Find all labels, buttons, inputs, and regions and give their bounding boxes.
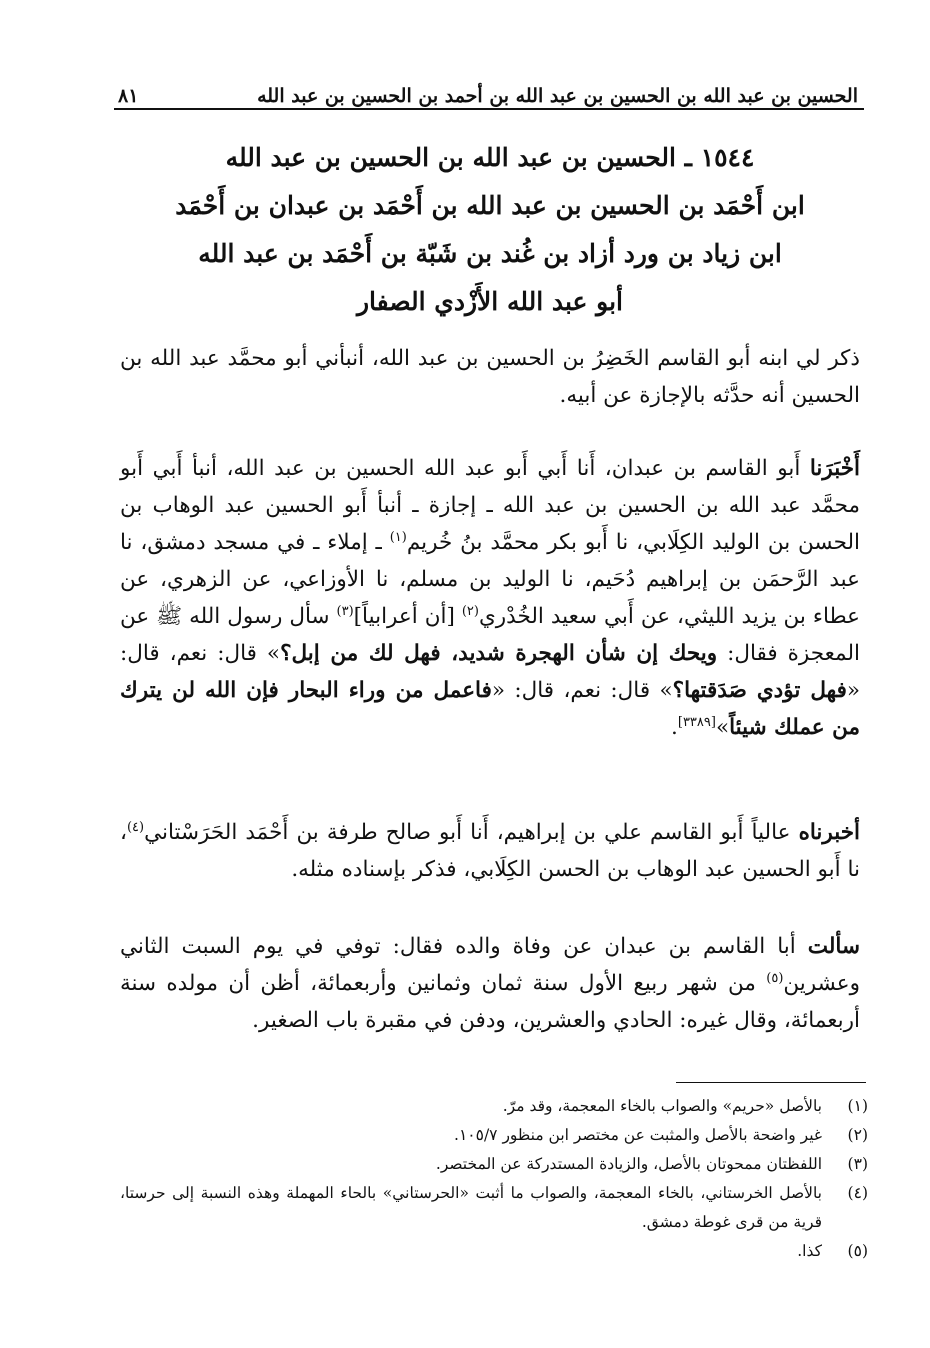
footnote-number: (٢) — [847, 1126, 868, 1144]
reference-number: [٣٣٨٩] — [677, 714, 716, 730]
footnote — [120, 1179, 868, 1237]
paragraph-text: . — [671, 715, 678, 740]
entry-title-line: ١٥٤٤ ـ الحسين بن عبد الله بن الحسين بن عبد الله — [225, 143, 755, 172]
footnote-number: (٥) — [847, 1242, 868, 1260]
hadith-quote: فهل تؤدي صَدَقتها؟ — [672, 678, 847, 703]
page-number: ٨١ — [118, 85, 139, 108]
footnote-text: غير واضحة بالأصل والمثبت عن مختصر ابن منظور ١٠٥/٧. — [454, 1126, 822, 1144]
paragraph-text: ذكر لي ابنه أبو القاسم الخَضِرُ بن الحسين بن عبد الله، أنبأني أبو محمَّد عبد الله بن الحسين أنه حدَّثه بالإجازة عن أبيه. — [120, 346, 860, 408]
hadith-quote: ويحك إن شأن الهجرة شديد، فهل لك من إبل؟ — [280, 641, 718, 666]
footnote — [120, 1150, 868, 1179]
paragraph-lead: أَخْبَرَنا — [809, 456, 860, 481]
footnote-number: (٣) — [847, 1155, 868, 1173]
footnote-marker: (٤) — [126, 819, 145, 835]
paragraph-3 — [120, 814, 860, 888]
header-rule — [114, 108, 864, 110]
footnote-marker: (٥) — [766, 970, 784, 986]
paragraph-text: » قال: نعم، قال: « — [120, 641, 861, 703]
entry-title-line: ابن أَحْمَد بن الحسين بن عبد الله بن أَحْمَد بن عبدان بن أَحْمَد — [175, 191, 805, 220]
running-head — [118, 72, 858, 108]
footnote-marker: (١) — [389, 529, 407, 545]
paragraph-1 — [120, 340, 860, 414]
paragraph-text: سأل رسول الله ﷺ عن المعجزة فقال: — [120, 604, 860, 666]
footnote — [120, 1121, 868, 1150]
footnote-text: بالأصل الخرستاني، بالخاء المعجمة، والصواب ما أثبت «الحرستاني» بالحاء المهملة وهذه النسبة إلى حرستا، قرية من قرى غوطة دمشق. — [120, 1184, 822, 1231]
paragraph-4 — [120, 928, 860, 1039]
hadith-quote: فاعمل من وراء البحار فإن الله لن يترك من عملك شيئاً — [120, 678, 860, 740]
footnote-number: (١) — [847, 1097, 868, 1115]
paragraph-text: [أن أعرابياً] — [353, 604, 462, 629]
paragraph-text: أبا القاسم بن عبدان عن وفاة والده فقال: توفي في يوم السبت الثاني وعشرين — [120, 934, 860, 996]
paragraph-text: » قال: نعم، قال: « — [491, 678, 673, 703]
paragraph-text: ـ إملاء ـ في مسجد دمشق، نا عبد الرَّحمَن بن إبراهيم دُحَيم، نا الوليد بن مسلم، نا الأوزاعي، عن الزهري، عن عطاء بن يزيد الليثي، عن أَبي سعيد الخُدْري — [120, 530, 860, 629]
entry-title-line: أبو عبد الله الأَزْدي الصفار — [356, 287, 623, 316]
paragraph-text: ، نا أَبو الحسين عبد الوهاب بن الحسن الكِلَابي، فذكر بإسناده مثله. — [120, 820, 860, 882]
paragraph-lead: أخبرناه — [798, 820, 860, 845]
paragraph-2 — [120, 450, 860, 746]
footnote-text: اللفظتان ممحوتان بالأصل، والزيادة المستدركة عن المختصر. — [435, 1155, 822, 1173]
paragraph-lead: سألت — [807, 934, 860, 959]
footnote — [120, 1092, 868, 1121]
entry-title — [120, 134, 860, 326]
entry-title-line: ابن زياد بن ورد أزاد بن غُند بن شَبّة بن أَحْمَد بن عبد الله — [198, 239, 782, 268]
paragraph-text: » — [715, 715, 730, 740]
footnote-marker: (٢) — [461, 603, 479, 619]
paragraph-text: من شهر ربيع الأول سنة ثمان وثمانين وأربعمائة، أظن أن مولده سنة أربعمائة، وقال غيره: الحادي والعشرين، ودفن في مقبرة باب الصغير. — [120, 971, 860, 1033]
footnote — [120, 1237, 868, 1266]
running-head-title: الحسين بن عبد الله بن الحسين بن عبد الله بن أحمد بن الحسين بن عبد الله — [257, 85, 858, 108]
footnote-marker: (٣) — [336, 603, 354, 619]
footnote-rule — [676, 1082, 866, 1083]
footnote-text: كذا. — [797, 1242, 822, 1260]
footnote-number: (٤) — [847, 1184, 868, 1202]
footnotes — [120, 1092, 868, 1266]
paragraph-text: عالياً أَبو القاسم علي بن إبراهيم، أَنا أَبو صالح طرفة بن أَحْمَد الحَرَسْتاني — [144, 820, 799, 845]
footnote-text: بالأصل «حريم» والصواب بالخاء المعجمة، وقد مرّ. — [502, 1097, 822, 1115]
paragraph-text: أَبو القاسم بن عبدان، أَنا أَبي أَبو عبد الله الحسين بن عبد الله، أنبأ أَبي أَبو محمَّد عبد الله بن الحسين بن عبد الله ـ إجازة ـ أنبأ أَبو الحسين عبد الوهاب بن الحسن بن الوليد الكِلَابي، نا أَبو بكر محمَّد بنُ خُريم — [120, 456, 860, 555]
